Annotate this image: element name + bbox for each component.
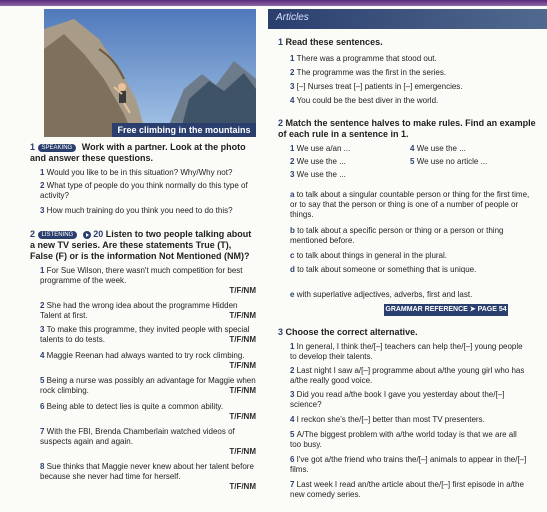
read-sentence-3: 3 [–] Nurses treat [–] patients in [–] emergencies. [290,82,463,91]
match-section: 2 Match the sentence halves to make rules. Find an example of each rule in a sentence in 1. [278,118,536,139]
choose-4: 4 I reckon she's the/[–] better than most TV presenters. [290,415,485,424]
top-stripe [0,0,547,6]
choose-1: 1 In general, I think the/[–] teachers can help the/[–] young people to develop their talents. [290,342,523,361]
statement-5: 5 Being a nurse was possibly an advantage for Maggie when rock climbing. T/F/NM [40,376,256,395]
read-section: 1 Read these sentences. [278,37,383,47]
statement-8: 8 Sue thinks that Maggie never knew about her talent before because she never had time for herself. T/F/NM [40,462,256,491]
choose-3: 3 Did you read a/the book I gave you yesterday about the/[–] science? [290,390,505,409]
rule-2: 2 We use the ... [290,157,346,166]
rule-3: 3 We use the ... [290,170,346,179]
audio-icon[interactable] [83,231,91,239]
ending-e: e with superlative adjectives, adverbs, first and last. [290,290,473,299]
statement-2: 2 She had the wrong idea about the programme Hidden Talent at first. T/F/NM [40,301,256,320]
speaking-section [30,142,252,164]
grammar-reference-button[interactable]: GRAMMAR REFERENCE ➤ PAGE 54 [384,304,508,316]
listening-title: Listen to two people talking about a new TV series. Are these statements True (T), False (F) or is the information Not Mentioned (NM)? [30,229,252,261]
listening-tag: LISTENING [38,231,78,239]
rule-5: 5 We use no article ... [410,157,488,166]
climbing-photo [44,9,256,137]
choose-section: 3 Choose the correct alternative. [278,327,418,337]
choose-6: 6 I've got a/the friend who trains the/[–] animals to appear in the/[–] films. [290,455,527,474]
speaking-number: 1 [30,142,36,152]
choose-7: 7 Last week I read an/the article about the/[–] first episode in a/the new comedy series. [290,480,524,499]
ending-a: a to talk about a singular countable person or thing for the first time, or to say that the person or thing is one of a number of people or things. [290,190,530,219]
speaking-q3: 3 How much training do you think you need to do this? [40,206,233,215]
rule-4: 4 We use the ... [410,144,466,153]
speaking-title: Work with a partner. Look at the photo and answer these questions. [30,142,246,163]
ending-b: b to talk about a specific person or thing or a person or thing mentioned before. [290,226,504,245]
rule-1: 1 We use a/an ... [290,144,351,153]
ending-c: c to talk about things in general in the plural. [290,251,448,260]
read-sentence-2: 2 The programme was the first in the series. [290,68,447,77]
listening-number: 2 [30,229,36,239]
listening-section [30,229,252,262]
statement-3: 3 To make this programme, they invited people with special talents to do tests. T/F/NM [40,325,256,344]
statement-6: 6 Being able to detect lies is quite a common ability. T/F/NM [40,402,256,421]
ending-d: d to talk about someone or something that is unique. [290,265,477,274]
articles-header: Articles [276,12,309,23]
statement-4: 4 Maggie Reenan had always wanted to try rock climbing. T/F/NM [40,351,256,370]
photo-caption: Free climbing in the mountains [112,123,256,137]
speaking-tag: SPEAKING [38,144,77,152]
statement-1: 1 For Sue Wilson, there wasn't much competition for best programme of the week. T/F/NM [40,266,256,295]
audio-track-number: 20 [93,229,104,239]
read-sentence-1: 1 There was a programme that stood out. [290,54,437,63]
statement-7: 7 With the FBI, Brenda Chamberlain watched videos of suspects again and again. T/F/NM [40,427,256,456]
choose-2: 2 Last night I saw a/[–] programme about a/the young girl who has a/the really good voice. [290,366,525,385]
articles-header-bar [268,9,547,29]
choose-5: 5 A/The biggest problem with a/the world today is that we are all too busy. [290,430,517,449]
speaking-q2: 2 What type of people do you think normally do this type of activity? [40,181,248,200]
speaking-q1: 1 Would you like to be in this situation? Why/Why not? [40,168,233,177]
read-sentence-4: 4 You could be the best diver in the world. [290,96,439,105]
